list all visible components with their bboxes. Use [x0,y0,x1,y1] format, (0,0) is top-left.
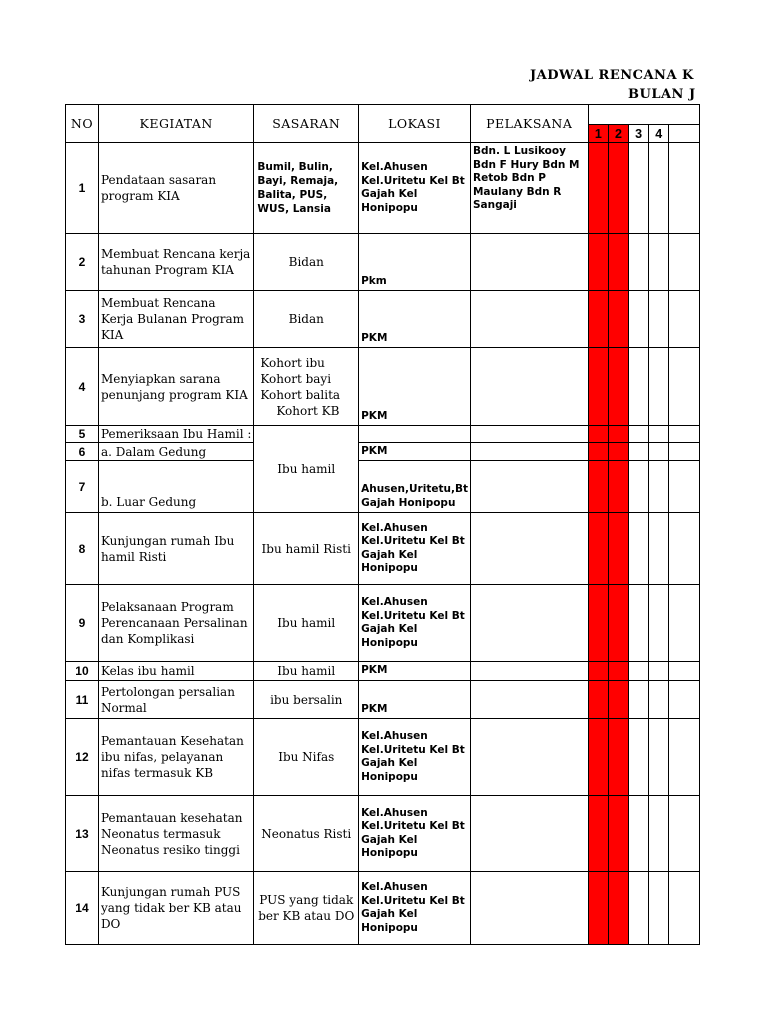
table-row [66,681,700,719]
lokasi-cell: Kel.Ahusen Kel.Uritetu Kel Bt Gajah Kel Honipopu [359,719,471,796]
week-cell [649,426,669,443]
lokasi-cell: Ahusen,Uritetu,Bt Gajah Honipopu [359,461,471,513]
sasaran-cell: PUS yang tidak ber KB atau DO [254,872,359,945]
week-cell-marked [588,461,609,513]
kegiatan-cell: Pemeriksaan Ibu Hamil : [98,426,253,443]
lokasi-cell: Kel.Ahusen Kel.Uritetu Kel Bt Gajah Kel Honipopu [359,143,471,234]
row-number: 2 [66,234,99,291]
table-row [66,426,700,443]
week-cell [649,662,669,681]
lokasi-cell: PKM [359,662,471,681]
week-cell-marked [609,681,629,719]
pelaksana-cell [470,681,588,719]
row-number: 13 [66,796,99,872]
week-cell [669,585,700,662]
kegiatan-cell: Pertolongan persalian Normal [98,681,253,719]
pelaksana-cell [470,513,588,585]
sasaran-cell: Ibu hamil [254,662,359,681]
week-cell [628,513,649,585]
week-cell-marked [588,662,609,681]
week-cell [669,872,700,945]
week-cell [649,513,669,585]
row-number: 10 [66,662,99,681]
sasaran-cell: Ibu Nifas [254,719,359,796]
pelaksana-cell [470,348,588,426]
week-cell [669,513,700,585]
week-cell-marked [588,719,609,796]
sasaran-cell: Bidan [254,291,359,348]
week-cell [649,796,669,872]
kegiatan-cell: Pemantauan Kesehatan ibu nifas, pelayanan nifas termasuk KB [98,719,253,796]
header-kegiatan: KEGIATAN [98,105,253,143]
table-row [66,443,700,461]
week-header: 1 [588,125,609,143]
row-number: 12 [66,719,99,796]
pelaksana-cell [470,291,588,348]
week-cell [628,719,649,796]
sasaran-cell: ibu bersalin [254,681,359,719]
week-cell [628,662,649,681]
kegiatan-cell: Membuat Rencana Kerja Bulanan Program KIA [98,291,253,348]
sasaran-cell: Ibu hamil [254,585,359,662]
header-lokasi: LOKASI [359,105,471,143]
header-month-block [588,105,699,125]
sasaran-cell [254,348,359,426]
pelaksana-cell [470,461,588,513]
table-row [66,291,700,348]
table-row [66,461,700,513]
week-cell [628,461,649,513]
week-header: 2 [609,125,629,143]
kegiatan-cell: Kunjungan rumah Ibu hamil Risti [98,513,253,585]
kegiatan-cell: Membuat Rencana kerja tahunan Program KIA [98,234,253,291]
week-cell-marked [609,585,629,662]
week-header: 3 [628,125,649,143]
week-cell [628,796,649,872]
week-cell-marked [609,719,629,796]
week-cell-marked [588,234,609,291]
week-cell [628,585,649,662]
kegiatan-cell: Menyiapkan sarana penunjang program KIA [98,348,253,426]
table-row [66,348,700,426]
week-cell [649,461,669,513]
week-cell [649,681,669,719]
row-number: 8 [66,513,99,585]
table-row [66,234,700,291]
table-row [66,513,700,585]
week-cell-marked [588,426,609,443]
sasaran-line: Kohort ibu [260,355,325,370]
week-cell [649,234,669,291]
row-number: 7 [66,461,99,513]
lokasi-cell: Kel.Ahusen Kel.Uritetu Kel Bt Gajah Kel Honipopu [359,585,471,662]
week-cell-marked [588,143,609,234]
pelaksana-cell [470,585,588,662]
lokasi-cell: PKM [359,443,471,461]
table-row [66,719,700,796]
week-cell-marked [609,872,629,945]
kegiatan-cell: Pelaksanaan Program Perencanaan Persalinan dan Komplikasi [98,585,253,662]
week-cell [669,662,700,681]
table-row [66,872,700,945]
row-number: 3 [66,291,99,348]
table-row [66,662,700,681]
week-cell [649,719,669,796]
header-pelaksana: PELAKSANA [470,105,588,143]
week-cell [628,681,649,719]
kegiatan-cell: Kunjungan rumah PUS yang tidak ber KB atau DO [98,872,253,945]
kegiatan-cell: Pemantauan kesehatan Neonatus termasuk Neonatus resiko tinggi [98,796,253,872]
lokasi-cell: Kel.Ahusen Kel.Uritetu Kel Bt Gajah Kel Honipopu [359,872,471,945]
pelaksana-cell [470,796,588,872]
lokasi-cell: PKM [359,348,471,426]
week-cell-marked [609,461,629,513]
pelaksana-cell [470,872,588,945]
schedule-table [65,104,700,945]
sasaran-cell: Bidan [254,234,359,291]
lokasi-cell: Pkm [359,234,471,291]
sasaran-line: Kohort KB [276,403,340,418]
table-row [66,796,700,872]
week-cell-marked [609,143,629,234]
week-cell [649,443,669,461]
kegiatan-cell: b. Luar Gedung [98,461,253,513]
sasaran-cell: Bumil, Bulin, Bayi, Remaja, Balita, PUS, WUS, Lansia [254,143,359,234]
week-cell-marked [609,662,629,681]
week-cell-marked [588,872,609,945]
pelaksana-cell [470,234,588,291]
week-cell [649,585,669,662]
week-cell-marked [588,585,609,662]
week-cell-marked [609,426,629,443]
week-cell [669,143,700,234]
week-cell-marked [588,291,609,348]
week-cell [628,234,649,291]
week-cell [628,872,649,945]
lokasi-cell: Kel.Ahusen Kel.Uritetu Kel Bt Gajah Kel Honipopu [359,796,471,872]
header-no: NO [66,105,99,143]
document-subtitle: BULAN J [628,87,696,102]
week-cell-marked [588,681,609,719]
pelaksana-cell: Bdn. L Lusikooy Bdn F Hury Bdn M Retob Bdn P Maulany Bdn R Sangaji [470,143,588,234]
week-cell [649,348,669,426]
week-header: 4 [649,125,669,143]
week-cell-marked [588,513,609,585]
week-cell-marked [609,443,629,461]
sasaran-line: Kohort balita [260,387,341,402]
document-title: JADWAL RENCANA K [530,68,694,83]
row-number: 11 [66,681,99,719]
week-cell [628,143,649,234]
sasaran-cell: Ibu hamil Risti [254,513,359,585]
sasaran-cell: Ibu hamil [254,426,359,513]
pelaksana-cell [470,719,588,796]
week-cell [628,348,649,426]
row-number: 5 [66,426,99,443]
week-cell [669,461,700,513]
week-cell [649,291,669,348]
row-number: 9 [66,585,99,662]
lokasi-cell [359,426,471,443]
sasaran-line: Kohort bayi [260,371,332,386]
table-row [66,143,700,234]
lokasi-cell: PKM [359,681,471,719]
lokasi-cell: Kel.Ahusen Kel.Uritetu Kel Bt Gajah Kel Honipopu [359,513,471,585]
week-cell-marked [609,291,629,348]
kegiatan-cell: Kelas ibu hamil [98,662,253,681]
week-cell [669,291,700,348]
kegiatan-cell: a. Dalam Gedung [98,443,253,461]
week-cell [649,143,669,234]
sasaran-cell: Neonatus Risti [254,796,359,872]
week-cell [628,426,649,443]
week-cell [628,291,649,348]
week-cell-marked [609,513,629,585]
row-number: 4 [66,348,99,426]
row-number: 1 [66,143,99,234]
header-sasaran: SASARAN [254,105,359,143]
week-cell-marked [609,234,629,291]
week-cell [669,796,700,872]
row-number: 6 [66,443,99,461]
week-cell-marked [588,443,609,461]
week-cell [649,872,669,945]
week-cell-marked [588,348,609,426]
week-cell [628,443,649,461]
table-row [66,585,700,662]
week-header [669,125,700,143]
pelaksana-cell [470,443,588,461]
week-cell [669,719,700,796]
week-cell-marked [609,348,629,426]
week-cell [669,681,700,719]
week-cell [669,443,700,461]
kegiatan-cell: Pendataan sasaran program KIA [98,143,253,234]
pelaksana-cell [470,662,588,681]
week-cell [669,426,700,443]
lokasi-cell: PKM [359,291,471,348]
week-cell-marked [588,796,609,872]
week-cell-marked [609,796,629,872]
week-cell [669,348,700,426]
pelaksana-cell [470,426,588,443]
week-cell [669,234,700,291]
row-number: 14 [66,872,99,945]
